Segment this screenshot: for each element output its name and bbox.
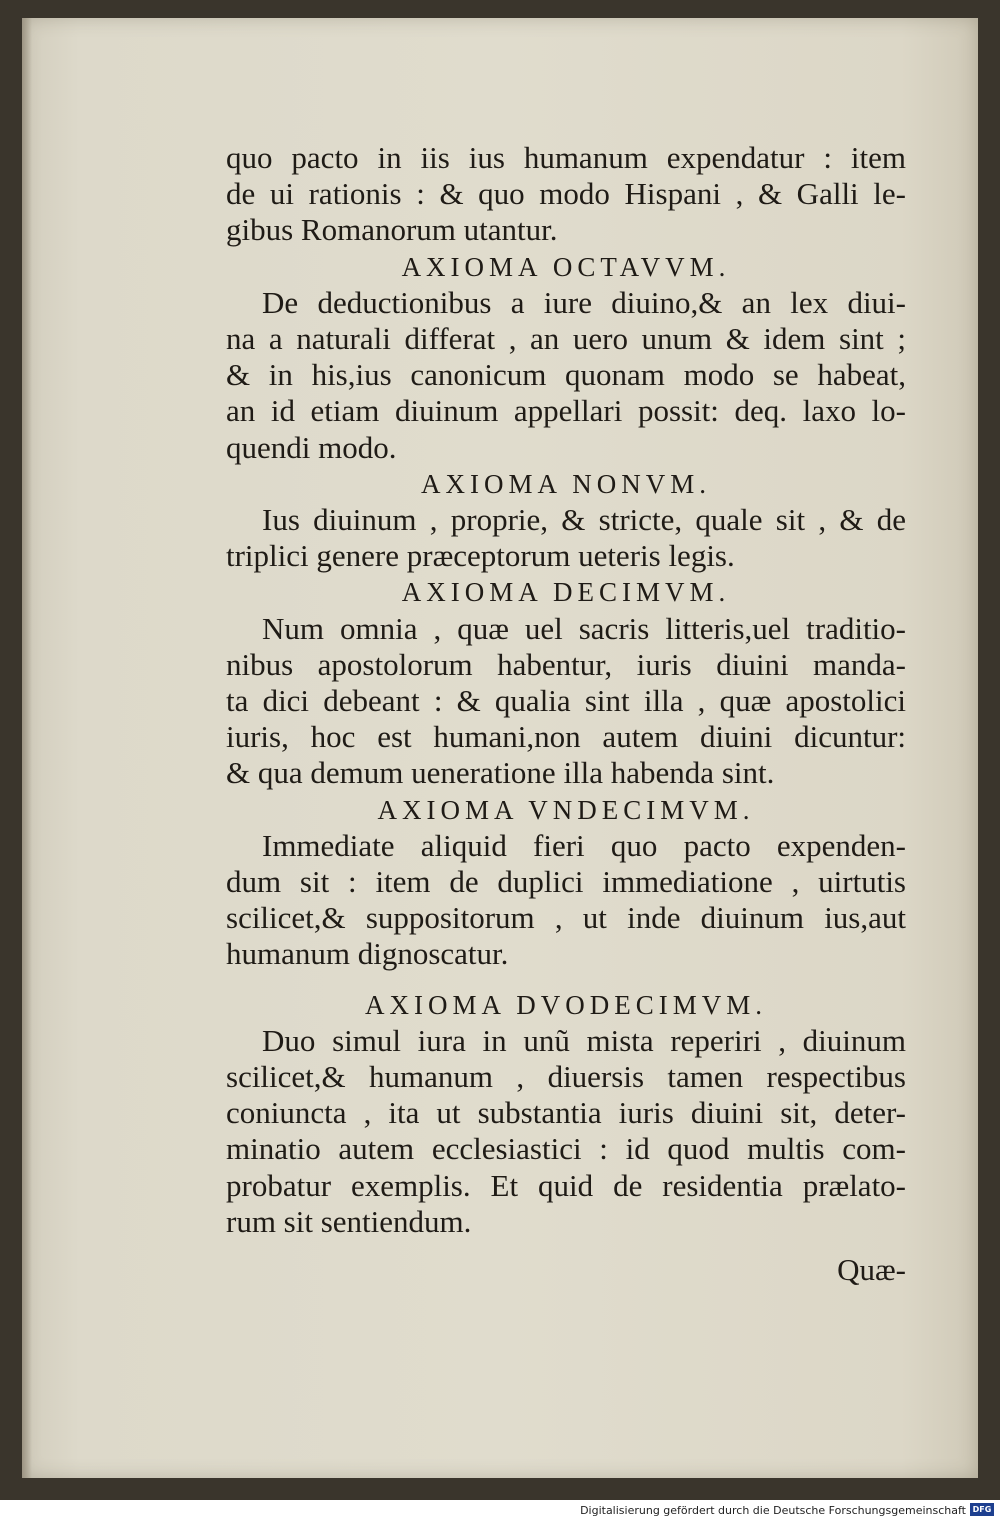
section-heading: AXIOMA VNDECIMVM. xyxy=(377,794,755,825)
text-line: minatio autem ecclesiastici : id quod multis com- xyxy=(226,1131,906,1167)
text-line: quendi modo. xyxy=(226,429,397,465)
text-line: scilicet,& humanum , diuersis tamen respectibus xyxy=(226,1059,906,1095)
section-heading: AXIOMA OCTAVVM. xyxy=(401,251,731,282)
section-gap xyxy=(226,973,906,987)
text-line: probatur exemplis. Et quid de residentia prælato- xyxy=(226,1167,906,1203)
text-line: na a naturali differat , an uero unum & idem sint ; xyxy=(226,321,906,357)
text-line: & qua demum ueneratione illa habenda sint. xyxy=(226,755,775,791)
text-line: nibus apostolorum habentur, iuris diuini manda- xyxy=(226,646,906,682)
text-line: Ius diuinum , proprie, & stricte, quale sit , & de xyxy=(262,502,906,538)
funding-notice: Digitalisierung gefördert durch die Deutsche Forschungsgemeinschaft xyxy=(580,1504,966,1517)
text-line: humanum dignoscatur. xyxy=(226,936,509,972)
text-line: ta dici debeant : & qualia sint illa , quæ apostolici xyxy=(226,683,906,719)
dfg-logo: DFG xyxy=(970,1503,994,1516)
text-line: Duo simul iura in unũ mista reperiri , diuinum xyxy=(262,1022,906,1058)
text-line: De deductionibus a iure diuino,& an lex diui- xyxy=(262,284,906,320)
text-line: triplici genere præceptorum ueteris legis. xyxy=(226,538,735,574)
catchword: Quæ- xyxy=(837,1252,906,1288)
page-gutter-shadow xyxy=(22,18,32,1478)
text-line: rum sit sentiendum. xyxy=(226,1203,472,1239)
section-heading: AXIOMA DVODECIMVM. xyxy=(364,989,767,1020)
text-line: & in his,ius canonicum quonam modo se habeat, xyxy=(226,357,906,393)
text-line: coniuncta , ita ut substantia iuris diuini sit, deter- xyxy=(226,1095,906,1131)
text-line: quo pacto in iis ius humanum expendatur : item xyxy=(226,140,906,175)
text-line: Immediate aliquid fieri quo pacto expenden- xyxy=(262,827,906,863)
text-line: gibus Romanorum utantur. xyxy=(226,212,558,248)
section-heading: AXIOMA DECIMVM. xyxy=(401,577,731,608)
text-line: Num omnia , quæ uel sacris litteris,uel traditio- xyxy=(262,610,906,646)
text-line: an id etiam diuinum appellari possit: deq. laxo lo- xyxy=(226,393,906,429)
page-text-block xyxy=(226,140,906,1288)
text-line: iuris, hoc est humani,non autem diuini dicuntur: xyxy=(226,719,906,755)
text-line: dum sit : item de duplici immediatione , uirtutis xyxy=(226,864,906,900)
text-line: scilicet,& suppositorum , ut inde diuinum ius,aut xyxy=(226,900,906,936)
text-line: de ui rationis : & quo modo Hispani , & Galli le- xyxy=(226,176,906,212)
digitization-footer xyxy=(0,1500,1000,1520)
section-heading: AXIOMA NONVM. xyxy=(420,468,711,499)
